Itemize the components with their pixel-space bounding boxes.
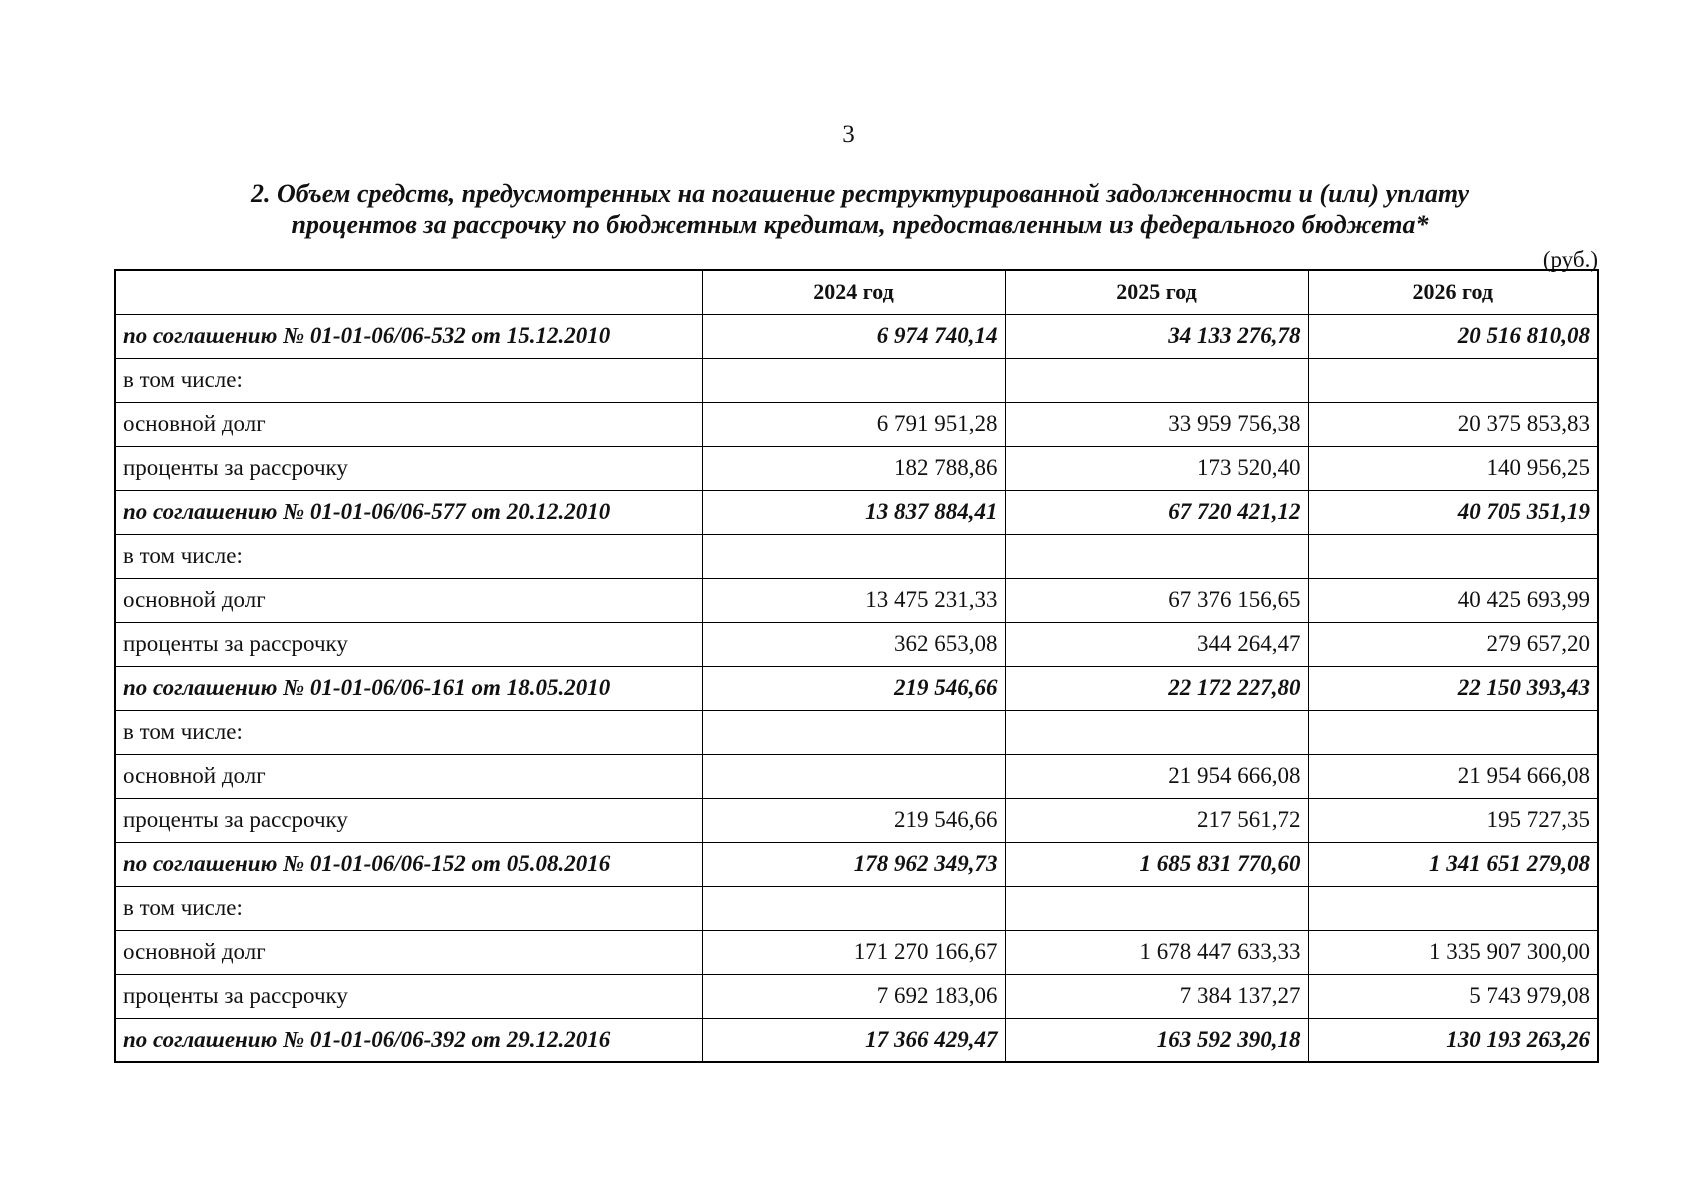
value-2026: 5 743 979,08 bbox=[1308, 974, 1598, 1018]
value-2025 bbox=[1005, 358, 1308, 402]
value-2025: 173 520,40 bbox=[1005, 446, 1308, 490]
value-2026: 130 193 263,26 bbox=[1308, 1018, 1598, 1062]
value-2026: 195 727,35 bbox=[1308, 798, 1598, 842]
value-2025 bbox=[1005, 886, 1308, 930]
agreement-total-row bbox=[115, 666, 1598, 710]
table-row bbox=[115, 534, 1598, 578]
row-label: основной долг bbox=[115, 930, 702, 974]
document-title bbox=[150, 178, 1570, 240]
table-row bbox=[115, 578, 1598, 622]
agreement-total-row bbox=[115, 490, 1598, 534]
row-label: по соглашению № 01-01-06/06-577 от 20.12.2010 bbox=[115, 490, 702, 534]
value-2025 bbox=[1005, 710, 1308, 754]
header-2026: 2026 год bbox=[1308, 270, 1598, 314]
row-label: по соглашению № 01-01-06/06-152 от 05.08.2016 bbox=[115, 842, 702, 886]
value-2026: 22 150 393,43 bbox=[1308, 666, 1598, 710]
value-2025: 344 264,47 bbox=[1005, 622, 1308, 666]
value-2024: 219 546,66 bbox=[702, 666, 1005, 710]
value-2024 bbox=[702, 534, 1005, 578]
row-label: проценты за рассрочку bbox=[115, 622, 702, 666]
currency-unit: (руб.) bbox=[1542, 247, 1598, 272]
table-row bbox=[115, 754, 1598, 798]
agreement-total-row bbox=[115, 1018, 1598, 1062]
value-2024: 6 791 951,28 bbox=[702, 402, 1005, 446]
value-2024 bbox=[702, 358, 1005, 402]
value-2025: 163 592 390,18 bbox=[1005, 1018, 1308, 1062]
value-2025: 34 133 276,78 bbox=[1005, 314, 1308, 358]
table-body bbox=[115, 314, 1598, 1062]
value-2025 bbox=[1005, 534, 1308, 578]
value-2024 bbox=[702, 710, 1005, 754]
row-label: в том числе: bbox=[115, 534, 702, 578]
table-row bbox=[115, 886, 1598, 930]
table-row bbox=[115, 798, 1598, 842]
row-label: основной долг bbox=[115, 578, 702, 622]
table-row bbox=[115, 930, 1598, 974]
table-header-row bbox=[115, 270, 1598, 314]
value-2024: 182 788,86 bbox=[702, 446, 1005, 490]
value-2026 bbox=[1308, 886, 1598, 930]
header-2024: 2024 год bbox=[702, 270, 1005, 314]
value-2024: 13 837 884,41 bbox=[702, 490, 1005, 534]
value-2026 bbox=[1308, 358, 1598, 402]
value-2026: 279 657,20 bbox=[1308, 622, 1598, 666]
value-2026: 1 335 907 300,00 bbox=[1308, 930, 1598, 974]
value-2026 bbox=[1308, 534, 1598, 578]
value-2024: 13 475 231,33 bbox=[702, 578, 1005, 622]
value-2026 bbox=[1308, 710, 1598, 754]
table-row bbox=[115, 402, 1598, 446]
value-2024: 7 692 183,06 bbox=[702, 974, 1005, 1018]
value-2025: 1 685 831 770,60 bbox=[1005, 842, 1308, 886]
value-2025: 67 720 421,12 bbox=[1005, 490, 1308, 534]
value-2025: 22 172 227,80 bbox=[1005, 666, 1308, 710]
table-row bbox=[115, 974, 1598, 1018]
value-2025: 33 959 756,38 bbox=[1005, 402, 1308, 446]
value-2026: 20 516 810,08 bbox=[1308, 314, 1598, 358]
value-2026: 21 954 666,08 bbox=[1308, 754, 1598, 798]
value-2024: 6 974 740,14 bbox=[702, 314, 1005, 358]
value-2025: 1 678 447 633,33 bbox=[1005, 930, 1308, 974]
value-2024 bbox=[702, 754, 1005, 798]
agreement-total-row bbox=[115, 314, 1598, 358]
header-label bbox=[115, 270, 702, 314]
debt-table bbox=[114, 269, 1599, 1063]
agreement-total-row bbox=[115, 842, 1598, 886]
value-2026: 20 375 853,83 bbox=[1308, 402, 1598, 446]
value-2024: 219 546,66 bbox=[702, 798, 1005, 842]
table-row bbox=[115, 622, 1598, 666]
value-2026: 40 705 351,19 bbox=[1308, 490, 1598, 534]
value-2026: 1 341 651 279,08 bbox=[1308, 842, 1598, 886]
row-label: проценты за рассрочку bbox=[115, 974, 702, 1018]
value-2025: 217 561,72 bbox=[1005, 798, 1308, 842]
value-2024: 17 366 429,47 bbox=[702, 1018, 1005, 1062]
table-row bbox=[115, 358, 1598, 402]
title-line-1: 2. Объем средств, предусмотренных на погашение реструктурированной задолженности и (или) уплату bbox=[250, 179, 1470, 208]
row-label: в том числе: bbox=[115, 886, 702, 930]
table-row bbox=[115, 710, 1598, 754]
value-2024: 171 270 166,67 bbox=[702, 930, 1005, 974]
value-2024: 362 653,08 bbox=[702, 622, 1005, 666]
row-label: по соглашению № 01-01-06/06-392 от 29.12.2016 bbox=[115, 1018, 702, 1062]
row-label: в том числе: bbox=[115, 358, 702, 402]
row-label: проценты за рассрочку bbox=[115, 798, 702, 842]
row-label: по соглашению № 01-01-06/06-161 от 18.05.2010 bbox=[115, 666, 702, 710]
value-2026: 140 956,25 bbox=[1308, 446, 1598, 490]
header-2025: 2025 год bbox=[1005, 270, 1308, 314]
value-2025: 67 376 156,65 bbox=[1005, 578, 1308, 622]
row-label: основной долг bbox=[115, 402, 702, 446]
row-label: основной долг bbox=[115, 754, 702, 798]
value-2025: 7 384 137,27 bbox=[1005, 974, 1308, 1018]
value-2025: 21 954 666,08 bbox=[1005, 754, 1308, 798]
title-line-2: процентов за рассрочку по бюджетным кредитам, предоставленным из федерального бюджета* bbox=[291, 210, 1429, 239]
row-label: по соглашению № 01-01-06/06-532 от 15.12.2010 bbox=[115, 314, 702, 358]
row-label: проценты за рассрочку bbox=[115, 446, 702, 490]
table-row bbox=[115, 446, 1598, 490]
row-label: в том числе: bbox=[115, 710, 702, 754]
value-2024 bbox=[702, 886, 1005, 930]
value-2024: 178 962 349,73 bbox=[702, 842, 1005, 886]
value-2026: 40 425 693,99 bbox=[1308, 578, 1598, 622]
page-number: 3 bbox=[842, 121, 855, 148]
